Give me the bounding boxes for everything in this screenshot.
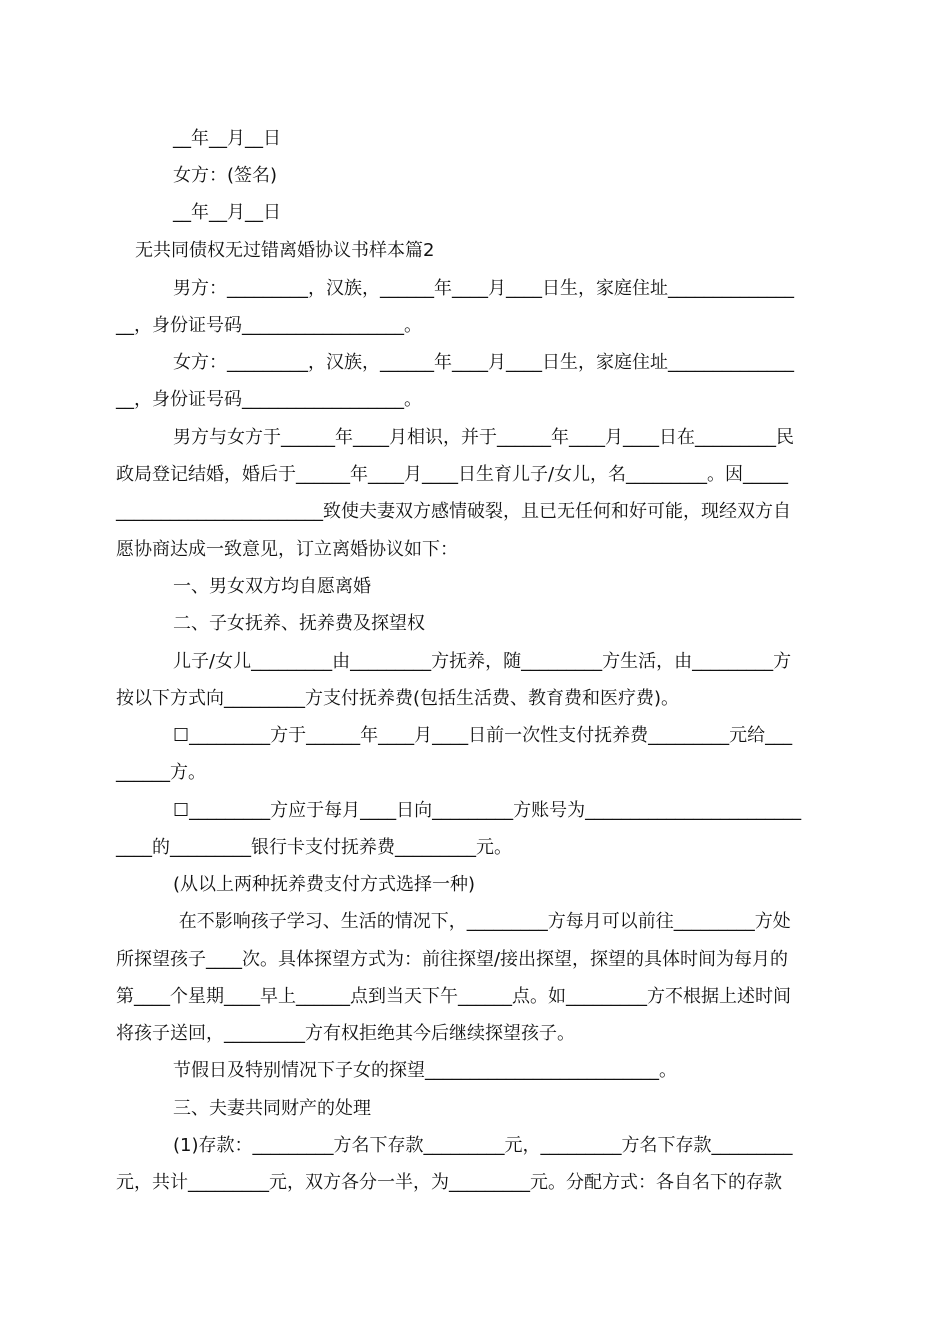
paragraph-line: 政局登记结婚，婚后于______年____月____日生育儿子/女儿，名_________。因_____: [116, 464, 789, 485]
checkbox-option-line: ☐_________方于______年____月____日前一次性支付抚养费_________元给___: [173, 725, 793, 746]
paragraph-line: (1)存款：_________方名下存款_________元，_________方名下存款_________: [173, 1135, 793, 1156]
paragraph-line: __，身份证号码__________________。: [116, 315, 422, 336]
paragraph-line: 按以下方式向_________方支付抚养费(包括生活费、教育费和医疗费)。: [116, 688, 680, 709]
paragraph-line: 愿协商达成一致意见，订立离婚协议如下：: [116, 539, 458, 560]
paragraph-line: 节假日及特别情况下子女的探望__________________________。: [173, 1060, 677, 1081]
paragraph-line: 第____个星期____早上______点到当天下午______点。如_________方不根据上述时间: [116, 986, 791, 1007]
clause-heading: 二、子女抚养、抚养费及探望权: [173, 613, 425, 634]
paragraph-line: 元，共计_________元，双方各分一半，为_________元。分配方式：各自名下的存款: [116, 1172, 782, 1193]
clause-heading: 一、男女双方均自愿离婚: [173, 576, 371, 597]
checkbox-option-line: ☐_________方应于每月____日向_________方账号为________________________: [173, 800, 802, 821]
signature-date-line: __年__月__日: [173, 202, 281, 223]
paragraph-line: ______方。: [116, 762, 206, 783]
paragraph-line: 所探望孩子____次。具体探望方式为：前往探望/接出探望，探望的具体时间为每月的: [116, 949, 789, 970]
paragraph-line: 将孩子送回，_________方有权拒绝其今后继续探望孩子。: [116, 1023, 575, 1044]
paragraph-line: _______________________致使夫妻双方感情破裂，且已无任何和好可能，现经双方自: [116, 501, 791, 522]
paragraph-line: 女方：_________，汉族，______年____月____日生，家庭住址______________: [173, 352, 794, 373]
signature-date-line: __年__月__日: [173, 128, 281, 149]
paragraph-line: 男方与女方于______年____月相识，并于______年____月____日在_________民: [173, 427, 794, 448]
paragraph-line: __，身份证号码__________________。: [116, 389, 422, 410]
section-title: 无共同债权无过错离婚协议书样本篇2: [135, 240, 435, 261]
note-line: (从以上两种抚养费支付方式选择一种): [173, 874, 476, 895]
paragraph-line: 在不影响孩子学习、生活的情况下，_________方每月可以前往_________方处: [173, 911, 791, 932]
clause-heading: 三、夫妻共同财产的处理: [173, 1098, 371, 1119]
female-signature-line: 女方：(签名): [173, 165, 278, 186]
paragraph-line: 儿子/女儿_________由_________方抚养，随_________方生活，由_________方: [173, 651, 792, 672]
paragraph-line: ____的_________银行卡支付抚养费_________元。: [116, 837, 512, 858]
paragraph-line: 男方：_________，汉族，______年____月____日生，家庭住址______________: [173, 278, 794, 299]
